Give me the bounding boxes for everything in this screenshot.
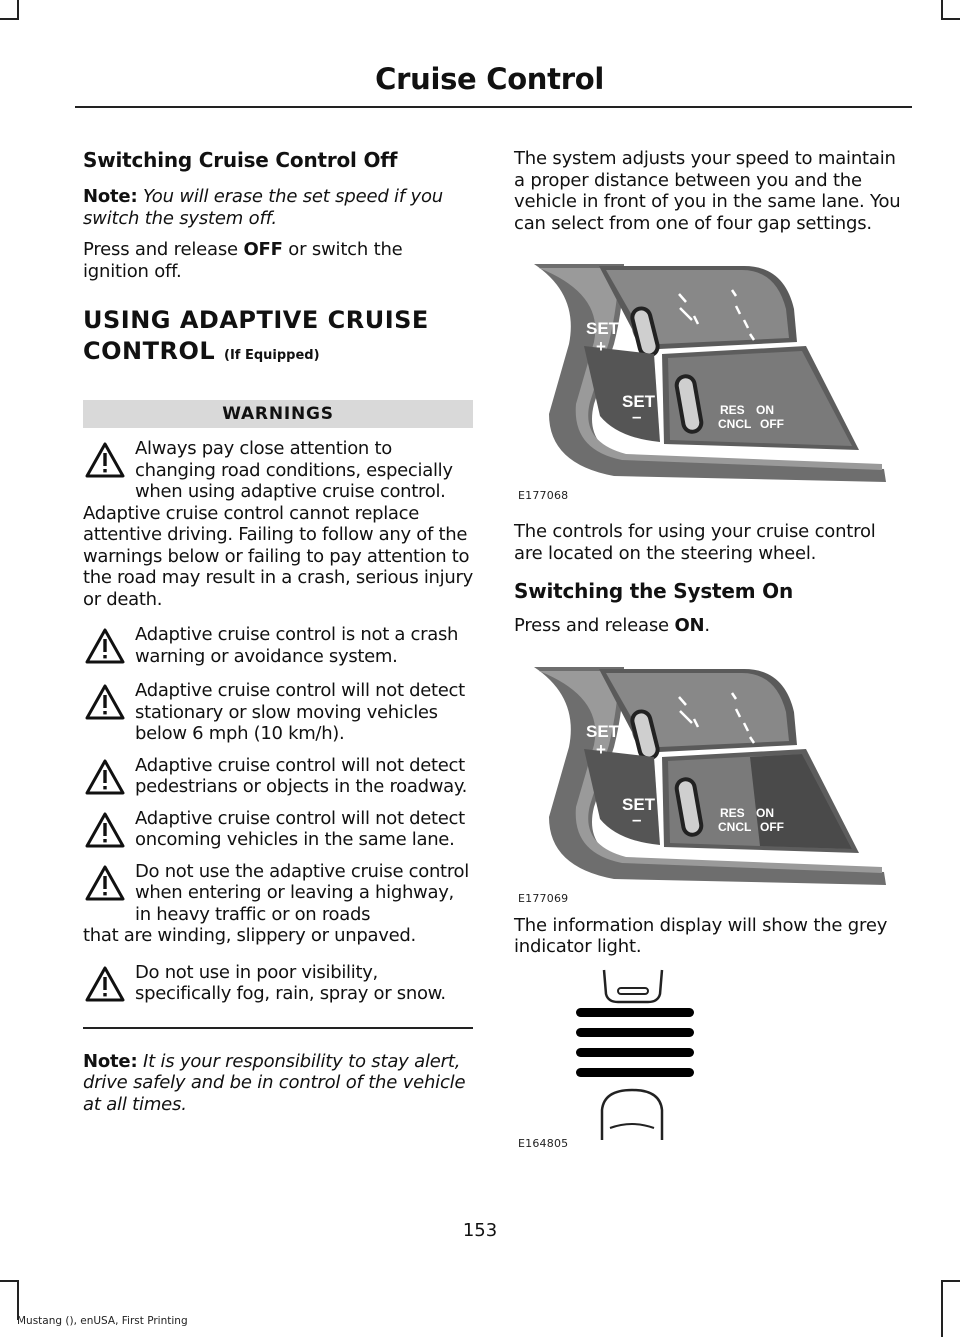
figure-code: E177068 — [518, 489, 569, 502]
gap-settings-paragraph: The system adjusts your speed to maintain a proper distance between you and the vehicle in front of you in the same lane. You can select from one of four gap settings. — [514, 148, 901, 234]
warning-text: that are winding, slippery or unpaved. — [83, 925, 416, 946]
crop-mark — [941, 1280, 960, 1282]
figure-code: E177069 — [518, 891, 569, 905]
heading-line — [83, 336, 473, 371]
warning-text: Adaptive cruise control cannot replace attentive driving. Failing to follow any of the warnings below or failing to pay attention to the road may result in a crash, serious injury or death. — [83, 502, 473, 610]
warning-item — [83, 624, 473, 667]
crop-mark — [941, 0, 943, 20]
warnings-divider — [83, 1027, 473, 1029]
warning-triangle-icon — [85, 684, 125, 720]
note-label: Note: — [83, 186, 138, 207]
warnings-header: WARNINGS — [83, 400, 473, 428]
crop-mark — [0, 1280, 19, 1282]
on-button-label: ON — [674, 615, 705, 636]
figure-code: E164805 — [518, 1136, 569, 1150]
press-on-paragraph — [514, 615, 909, 637]
off-label: OFF — [760, 819, 784, 834]
note-label: Note: — [83, 1050, 138, 1072]
minus-sign: – — [632, 407, 642, 426]
warning-triangle-icon — [85, 759, 125, 795]
warning-item — [83, 962, 473, 1005]
warning-item — [83, 438, 473, 610]
note-text: It is your responsibility to stay alert, drive safely and be in control of the vehicle at all times. — [83, 1050, 466, 1115]
warning-item — [83, 680, 473, 745]
warning-triangle-icon — [85, 442, 125, 478]
page-title: Cruise Control — [375, 62, 604, 96]
on-label: ON — [756, 403, 774, 417]
warning-item — [83, 808, 473, 851]
indicator-figure — [514, 962, 889, 1152]
set-plus-label: SET — [586, 721, 620, 741]
warning-item — [83, 861, 473, 947]
warning-text: Do not use in poor visibility, specifically fog, rain, spray or snow. — [135, 961, 446, 1004]
warning-item — [83, 755, 473, 798]
warning-triangle-icon — [85, 865, 125, 901]
crop-mark — [941, 1280, 943, 1337]
section-title-switching-on: Switching the System On — [514, 579, 794, 603]
crop-mark — [17, 1280, 19, 1320]
crop-mark — [941, 18, 960, 20]
adaptive-cruise-indicator-icon — [514, 962, 889, 1152]
note-responsibility — [83, 1051, 473, 1116]
left-column — [83, 145, 473, 1115]
controls-location-paragraph: The controls for using your cruise control are located on the steering wheel. — [514, 521, 876, 564]
minus-sign: – — [632, 809, 642, 829]
indicator-light-paragraph: The information display will show the grey indicator light. — [514, 914, 888, 957]
res-label: RES — [720, 805, 745, 820]
warning-triangle-icon — [85, 966, 125, 1002]
set-minus-label: SET — [622, 794, 656, 814]
plus-sign: + — [596, 337, 606, 356]
text: Press and release — [514, 615, 669, 636]
crop-mark — [17, 0, 19, 20]
edition-footer: Mustang (), enUSA, First Printing — [17, 1315, 188, 1327]
right-column — [514, 145, 909, 1152]
warning-text: Do not use the adaptive cruise control when entering or leaving a highway, in heavy traffic or on roads — [135, 860, 469, 925]
res-label: RES — [720, 403, 745, 417]
warning-text: Adaptive cruise control will not detect stationary or slow moving vehicles below 6 mph (10 km/h). — [135, 680, 465, 744]
steering-controls-figure — [514, 254, 889, 504]
switch-on-figure — [514, 657, 889, 907]
note-text: You will erase the set speed if you switch the system off. — [83, 186, 443, 229]
text: . — [704, 615, 710, 636]
warning-text: Adaptive cruise control is not a crash warning or avoidance system. — [135, 624, 459, 667]
note-erase-speed — [83, 186, 473, 229]
heading-adaptive-cruise — [83, 305, 473, 371]
plus-sign: + — [596, 739, 606, 759]
press-off-paragraph — [83, 239, 473, 282]
text: or switch the ignition off. — [83, 239, 403, 282]
off-label: OFF — [760, 417, 784, 431]
header-rule — [75, 106, 912, 108]
if-equipped-label: (If Equipped) — [224, 348, 320, 363]
steering-wheel-controls-illustration — [514, 254, 889, 489]
set-plus-label: SET — [586, 319, 620, 338]
cncl-label: CNCL — [718, 417, 752, 431]
page-number: 153 — [462, 1220, 498, 1241]
warning-triangle-icon — [85, 628, 125, 664]
crop-mark — [0, 18, 19, 20]
cncl-label: CNCL — [718, 819, 752, 834]
heading-word: CONTROL — [83, 337, 216, 365]
heading-line: USING ADAPTIVE CRUISE — [83, 306, 429, 334]
text: Press and release — [83, 239, 238, 260]
off-button-label: OFF — [243, 239, 283, 260]
warning-text: Adaptive cruise control will not detect oncoming vehicles in the same lane. — [135, 807, 465, 850]
set-minus-label: SET — [622, 392, 656, 411]
on-label: ON — [756, 805, 774, 820]
warning-text: Adaptive cruise control will not detect pedestrians or objects in the roadway. — [135, 754, 468, 797]
warning-triangle-icon — [85, 812, 125, 848]
section-title-switching-off: Switching Cruise Control Off — [83, 148, 398, 172]
warning-text: Always pay close attention to changing road conditions, especially when using adaptive cruise control. — [135, 438, 453, 502]
steering-wheel-controls-illustration — [514, 657, 889, 892]
